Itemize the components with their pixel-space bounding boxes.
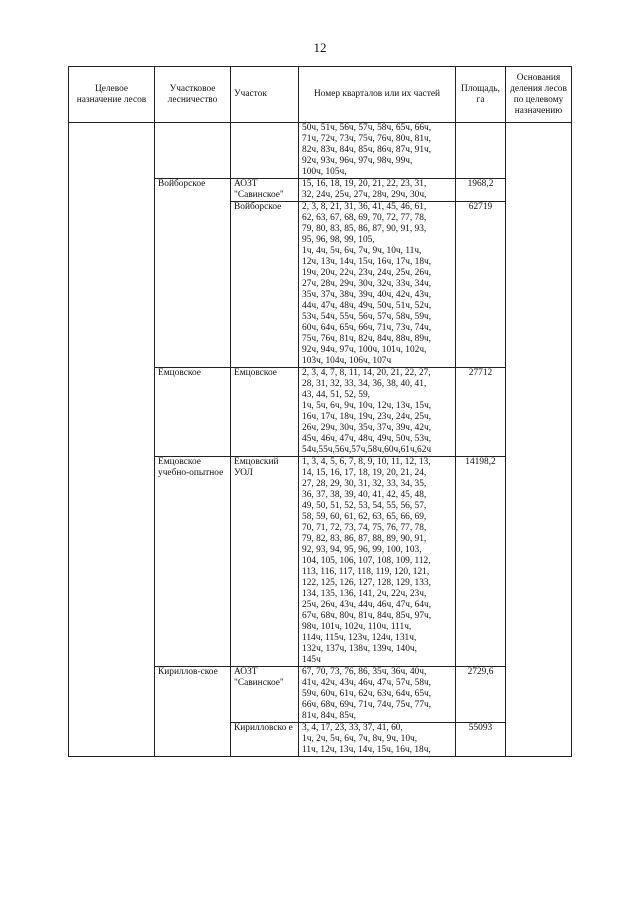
quarter-line: 75ч, 76ч, 81ч, 82ч, 84ч, 88ч, 89ч,: [302, 334, 432, 344]
quarter-line: 41ч, 42ч, 43ч, 46ч, 47ч, 57ч, 58ч,: [302, 678, 432, 688]
quarter-line: 79, 80, 83, 85, 86, 87, 90, 91, 93,: [302, 224, 427, 234]
section-cell: Войборское: [231, 202, 299, 368]
quarter-line: 11ч, 12ч, 13ч, 14ч, 15ч, 16ч, 18ч,: [302, 745, 431, 755]
forestry-cell: Войборское: [155, 179, 231, 368]
area-cell: 1968,2: [456, 179, 506, 202]
quarter-line: 53ч, 54ч, 55ч, 56ч, 57ч, 58ч, 59ч,: [302, 312, 432, 322]
quarters-cell: [299, 723, 456, 757]
quarter-line: 60ч, 64ч, 65ч, 66ч, 71ч, 73ч, 74ч,: [302, 323, 432, 333]
quarter-line: 3, 4, 17, 23, 33, 37, 41, 60,: [302, 723, 403, 733]
quarter-line: 50ч, 51ч, 56ч, 57ч, 58ч, 65ч, 66ч,: [302, 123, 432, 133]
quarter-line: 100ч, 105ч,: [302, 167, 347, 177]
quarter-line: 35ч, 37ч, 38ч, 39ч, 40ч, 42ч, 43ч,: [302, 290, 432, 300]
quarter-line: 71ч, 72ч, 73ч, 75ч, 76ч, 80ч, 81ч,: [302, 134, 432, 144]
quarter-line: 25ч, 26ч, 43ч, 44ч, 46ч, 47ч, 64ч,: [302, 600, 432, 610]
quarter-line: 1, 3, 4, 5, 6, 7, 8, 9, 10, 11, 12, 13,: [302, 457, 431, 467]
quarters-cell: [299, 179, 456, 202]
quarter-line: 62, 63, 67, 68, 69, 70, 72, 77, 78,: [302, 213, 427, 223]
header-quarters: Номер кварталов или их частей: [299, 67, 456, 123]
section-cell: АОЗТ "Савинское": [231, 667, 299, 723]
quarter-line: 104, 105, 106, 107, 108, 109, 112,: [302, 556, 431, 566]
area-cell: 14198,2: [456, 457, 506, 667]
quarter-line: 12ч, 13ч, 14ч, 15ч, 16ч, 17ч, 18ч,: [302, 257, 432, 267]
quarter-line: 15, 16, 18, 19, 20, 21, 22, 23, 31,: [302, 179, 427, 189]
quarter-line: 1ч, 2ч, 5ч, 6ч, 7ч, 8ч, 9ч, 10ч,: [302, 734, 418, 744]
quarter-line: 81ч, 84ч, 85ч,: [302, 711, 356, 721]
quarter-line: 36, 37, 38, 39, 40, 41, 42, 45, 48,: [302, 490, 427, 500]
quarter-line: 70, 71, 72, 73, 74, 75, 76, 77, 78,: [302, 523, 427, 533]
quarter-line: 14, 15, 16, 17, 18, 19, 20, 21, 24,: [302, 468, 427, 478]
quarter-line: 58, 59, 60, 61, 62, 63, 65, 66, 69,: [302, 512, 427, 522]
section-cell: Емцовский УОЛ: [231, 457, 299, 667]
quarter-line: 114ч, 115ч, 123ч, 124ч, 131ч,: [302, 633, 417, 643]
table-header-row: [69, 67, 572, 123]
quarter-line: 26ч, 29ч, 30ч, 35ч, 37ч, 39ч, 42ч,: [302, 423, 432, 433]
quarter-line: 32, 24ч, 25ч, 27ч, 28ч, 29ч, 30ч,: [302, 190, 427, 200]
forestry-cell: Емцовское: [155, 368, 231, 457]
forestry-cell: Кириллов-ское: [155, 667, 231, 757]
quarter-line: 27ч, 28ч, 29ч, 30ч, 32ч, 33ч, 34ч,: [302, 279, 432, 289]
header-purpose: Целевое назначение лесов: [69, 67, 155, 123]
quarters-cell: [299, 457, 456, 667]
quarter-line: 92ч, 94ч, 97ч, 100ч, 101ч, 102ч,: [302, 345, 427, 355]
quarters-cell: [299, 368, 456, 457]
purpose-cell: [69, 123, 155, 757]
quarter-line: 132ч, 137ч, 138ч, 139ч, 140ч,: [302, 644, 417, 654]
quarter-line: 98ч, 101ч, 102ч, 110ч, 111ч,: [302, 622, 412, 632]
quarter-line: 103ч, 104ч, 106ч, 107ч: [302, 356, 392, 366]
quarter-line: 82ч, 83ч, 84ч, 85ч, 86ч, 87ч, 91ч,: [302, 145, 432, 155]
forestry-cell: Емцовское учебно-опытное: [155, 457, 231, 667]
quarter-line: 67, 70, 73, 76, 86, 35ч, 36ч, 40ч,: [302, 667, 427, 677]
page-number: 12: [313, 40, 327, 55]
table-body: [69, 123, 572, 757]
quarter-line: 66ч, 68ч, 69ч, 71ч, 74ч, 75ч, 77ч,: [302, 700, 432, 710]
quarter-line: 95, 96, 98, 99, 105,: [302, 235, 375, 245]
quarter-line: 44ч, 47ч, 48ч, 49ч, 50ч, 51ч, 52ч,: [302, 301, 432, 311]
area-cell: 55093: [456, 723, 506, 757]
area-cell: 62719: [456, 202, 506, 368]
quarter-line: 28, 31, 32, 33, 34, 36, 38, 40, 41,: [302, 379, 427, 389]
quarter-line: 113, 116, 117, 118, 119, 120, 121,: [302, 567, 430, 577]
quarter-line: 1ч, 5ч, 6ч, 9ч, 10ч, 12ч, 13ч, 15ч,: [302, 401, 432, 411]
header-basis: Основания деления лесов по целевому назначению: [506, 67, 572, 123]
quarter-line: 122, 125, 126, 127, 128, 129, 133,: [302, 578, 431, 588]
quarter-line: 19ч, 20ч, 22ч, 23ч, 24ч, 25ч, 26ч,: [302, 268, 432, 278]
section-cell: [231, 123, 299, 179]
forest-table: [68, 66, 572, 757]
section-cell: Кирилловско е: [231, 723, 299, 757]
quarter-line: 145ч: [302, 655, 321, 665]
section-cell: Емцовское: [231, 368, 299, 457]
quarter-line: 43, 44, 51, 52, 59,: [302, 390, 370, 400]
quarter-line: 2, 3, 4, 7, 8, 11, 14, 20, 21, 22, 27,: [302, 368, 431, 378]
header-forestry: Участковое лесничество: [155, 67, 231, 123]
area-cell: 2729,6: [456, 667, 506, 723]
quarters-cell: [299, 667, 456, 723]
quarter-line: 59ч, 60ч, 61ч, 62ч, 63ч, 64ч, 65ч,: [302, 689, 432, 699]
table-row: [69, 123, 572, 179]
basis-cell: [506, 123, 572, 757]
section-cell: АОЗТ "Савинское": [231, 179, 299, 202]
quarter-line: 92, 93, 94, 95, 96, 99, 100, 103,: [302, 545, 422, 555]
quarter-line: 134, 135, 136, 141, 2ч, 22ч, 23ч,: [302, 589, 427, 599]
quarters-cell: [299, 202, 456, 368]
quarter-line: 27, 28, 29, 30, 31, 32, 33, 34, 35,: [302, 479, 427, 489]
area-cell: [456, 123, 506, 179]
quarter-line: 79, 82, 83, 86, 87, 88, 89, 90, 91,: [302, 534, 427, 544]
header-area: Площадь, га: [456, 67, 506, 123]
quarter-line: 49, 50, 51, 52, 53, 54, 55, 56, 57,: [302, 501, 427, 511]
quarter-line: 54ч,55ч,56ч,57ч,58ч,60ч,61ч,62ч: [302, 445, 432, 455]
quarters-cell: [299, 123, 456, 179]
quarter-line: 16ч, 17ч, 18ч, 19ч, 23ч, 24ч, 25ч,: [302, 412, 432, 422]
quarter-line: 92ч, 93ч, 96ч, 97ч, 98ч, 99ч,: [302, 156, 413, 166]
quarter-line: 1ч, 4ч, 5ч, 6ч, 7ч, 9ч, 10ч, 11ч,: [302, 246, 422, 256]
header-section: Участок: [231, 67, 299, 123]
forestry-cell: [155, 123, 231, 179]
quarter-line: 45ч, 46ч, 47ч, 48ч, 49ч, 50ч, 53ч,: [302, 434, 432, 444]
quarter-line: 2, 3, 8, 21, 31, 36, 41, 45, 46, 61,: [302, 202, 427, 212]
area-cell: 27712: [456, 368, 506, 457]
quarter-line: 67ч, 68ч, 80ч, 81ч, 84ч, 85ч, 97ч,: [302, 611, 432, 621]
